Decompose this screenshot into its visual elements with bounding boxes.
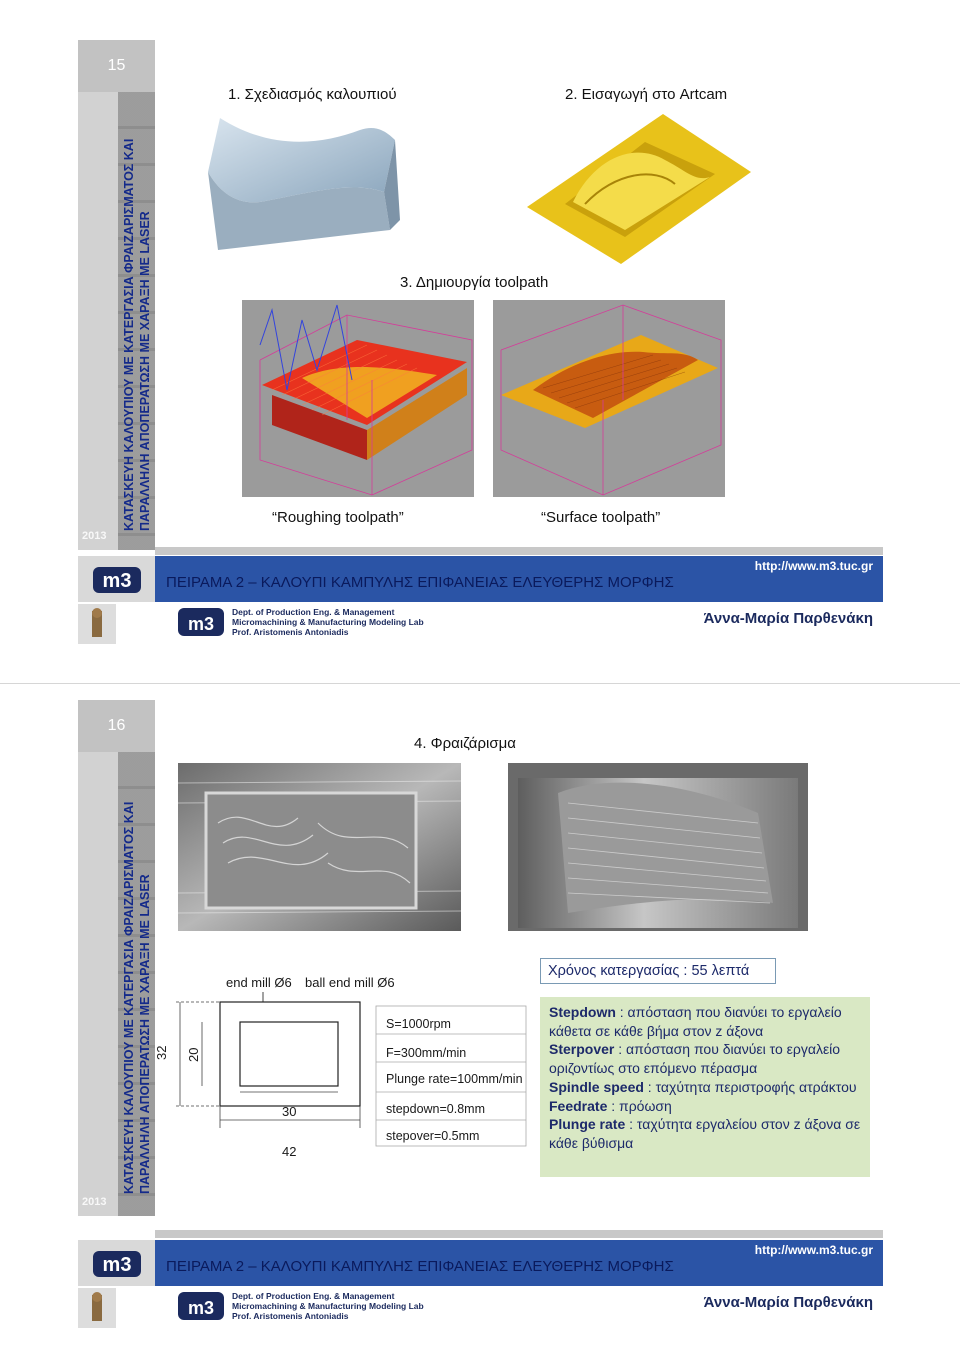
param-plunge: Plunge rate=100mm/min: [386, 1072, 523, 1086]
author-name: Άννα-Μαρία Παρθενάκη: [703, 610, 873, 627]
surface-toolpath-image: [493, 300, 725, 497]
dim-30: 30: [282, 1104, 297, 1119]
technical-drawing: [154, 970, 530, 1170]
experiment-title: ΠΕΙΡΑΜΑ 2 – ΚΑΛΟΥΠΙ ΚΑΜΠΥΛΗΣ ΕΠΙΦΑΝΕΙΑΣ ΕΛΕΥΘΕΡΗΣ ΜΟΡΦΗΣ: [166, 1258, 674, 1275]
m3-logo-icon: [91, 561, 143, 597]
vertical-title-line1: ΚΑΤΑΣΚΕΥΗ ΚΑΛΟΥΠΙΟΥ ΜΕ ΚΑΤΕΡΓΑΣΙΑ ΦΡΑΙΖΑΡΙΣΜΑΤΟΣ ΚΑΙ: [121, 138, 136, 531]
svg-text:m3: m3: [187, 614, 215, 634]
dim-32: 32: [154, 1045, 169, 1060]
footer-bottom-row: [78, 604, 883, 644]
vertical-title: [118, 752, 155, 1216]
artcam-relief-image: [525, 112, 753, 267]
lab-url[interactable]: http://www.m3.tuc.gr: [754, 1243, 873, 1257]
m3-logo: [78, 556, 155, 602]
experiment-title: ΠΕΙΡΑΜΑ 2 – ΚΑΛΟΥΠΙ ΚΑΜΠΥΛΗΣ ΕΠΙΦΑΝΕΙΑΣ ΕΛΕΥΘΕΡΗΣ ΜΟΡΦΗΣ: [166, 574, 674, 591]
end-mill-label: end mill Ø6: [226, 975, 292, 990]
roughing-toolpath-image: [242, 300, 474, 497]
dim-42: 42: [282, 1144, 297, 1159]
year-label: 2013: [82, 530, 107, 542]
m3-logo: [78, 1240, 155, 1286]
page-number: 16: [78, 700, 155, 752]
inner-rectangle: [240, 1022, 338, 1086]
footer-strip: [155, 547, 883, 555]
param-speed: S=1000rpm: [386, 1017, 451, 1031]
lab-line3: Prof. Aristomenis Antoniadis: [232, 1311, 349, 1321]
svg-text:m3: m3: [102, 570, 131, 592]
ball-end-mill-label: ball end mill Ø6: [305, 975, 395, 990]
vertical-title: [118, 92, 155, 550]
svg-text:m3: m3: [102, 1254, 131, 1276]
definition-item: Spindle speed : ταχύτητα περιστροφής ατράκτου: [549, 1078, 857, 1095]
lab-logo-icon: [178, 1290, 226, 1322]
roughing-caption: “Roughing toolpath”: [272, 509, 404, 526]
statue-icon: [78, 604, 116, 644]
definition-item: Feedrate : πρόωση: [549, 1097, 672, 1114]
definition-item: Sterpover : απόσταση που διανύει το εργαλείο οριζοντίως στο επόμενο πέρασμα: [549, 1041, 841, 1077]
step4-label: 4. Φραιζάρισμα: [414, 735, 516, 752]
surface-caption: “Surface toolpath”: [541, 509, 661, 526]
lab-logo-icon: [178, 606, 226, 638]
vertical-title-line1: ΚΑΤΑΣΚΕΥΗ ΚΑΛΟΥΠΙΟΥ ΜΕ ΚΑΤΕΡΓΑΣΙΑ ΦΡΑΙΖΑΡΙΣΜΑΤΟΣ ΚΑΙ: [121, 801, 136, 1194]
lab-logo: [178, 1290, 424, 1322]
year-label: 2013: [82, 1196, 107, 1208]
sidebar: [78, 700, 155, 1216]
definitions-box: [540, 997, 870, 1177]
lab-line1: Dept. of Production Eng. & Management: [232, 1291, 395, 1301]
step2-label: 2. Εισαγωγή στο Artcam: [565, 86, 728, 103]
svg-text:m3: m3: [187, 1298, 215, 1318]
lab-line3: Prof. Aristomenis Antoniadis: [232, 627, 349, 637]
lab-line2: Micromachining & Manufacturing Modeling Lab: [232, 1301, 424, 1311]
dim-20: 20: [186, 1047, 201, 1062]
footer-strip: [155, 1230, 883, 1238]
step1-label: 1. Σχεδιασμός καλουπιού: [228, 86, 397, 103]
lab-logo: [178, 606, 424, 638]
lab-line1: Dept. of Production Eng. & Management: [232, 607, 395, 617]
param-stepover: stepover=0.5mm: [386, 1129, 480, 1143]
param-feed: F=300mm/min: [386, 1046, 467, 1060]
lab-line2: Micromachining & Manufacturing Modeling Lab: [232, 617, 424, 627]
m3-logo-icon: [91, 1245, 143, 1281]
definition-item: Stepdown : απόσταση που διανύει το εργαλείο κάθετα σε κάθε βήμα στον z άξονα: [549, 1004, 842, 1039]
slide-15: [0, 0, 960, 683]
lab-url[interactable]: http://www.m3.tuc.gr: [754, 559, 873, 573]
vertical-title-line2: ΠΑΡΑΛΛΗΛΗ ΑΠΟΠΕΡΑΤΩΣΗ ΜΕ ΧΑΡΑΞΗ ΜΕ LASER: [137, 874, 152, 1194]
vertical-title-line2: ΠΑΡΑΛΛΗΛΗ ΑΠΟΠΕΡΑΤΩΣΗ ΜΕ ΧΑΡΑΞΗ ΜΕ LASER: [137, 211, 152, 531]
param-stepdown: stepdown=0.8mm: [386, 1102, 486, 1116]
mold-cad-image: [200, 110, 410, 260]
footer-bar: [78, 1240, 883, 1286]
outer-rectangle: [220, 1002, 360, 1106]
step3-label: 3. Δημιουργία toolpath: [400, 274, 549, 291]
sidebar: [78, 40, 155, 550]
footer-bottom-row: [78, 1288, 883, 1328]
page-number: 15: [78, 40, 155, 92]
footer-bar: [78, 556, 883, 602]
milled-finished-photo: [508, 763, 808, 931]
statue-icon: [78, 1288, 116, 1328]
milled-roughing-photo: [178, 763, 461, 931]
machining-time-box: Χρόνος κατεργασίας : 55 λεπτά: [540, 958, 776, 984]
definition-item: Plunge rate : ταχύτητα εργαλείου στον z άξονα σε κάθε βύθισμα: [549, 1116, 861, 1151]
author-name: Άννα-Μαρία Παρθενάκη: [703, 1294, 873, 1311]
